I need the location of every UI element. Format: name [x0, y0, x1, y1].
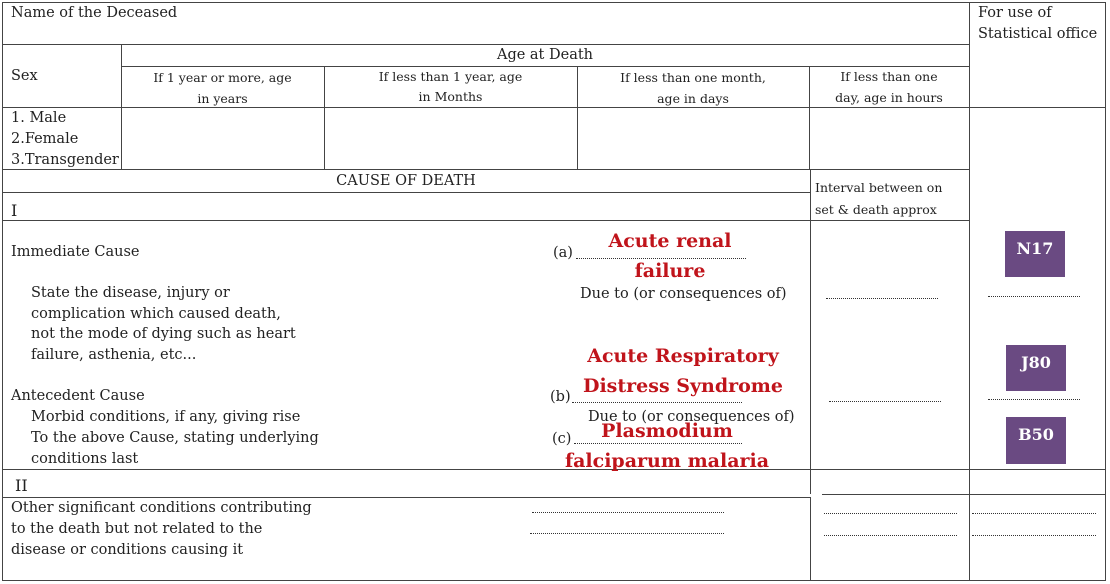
part1-marker: I [11, 201, 18, 220]
sex-option-female: 2.Female [11, 131, 79, 147]
age-at-death-title: Age at Death [496, 47, 594, 63]
antecedent-desc-line3: conditions last [31, 451, 139, 467]
age-col4-header-line2: day, age in hours [835, 90, 943, 105]
due-to-label-2: Due to (or consequences of) [588, 409, 795, 425]
other-interval-dotted-line-1[interactable] [824, 513, 957, 514]
due-to-label-1: Due to (or consequences of) [580, 286, 787, 302]
field-b-dotted-line[interactable] [572, 402, 742, 403]
icd-code-badge-b [1006, 345, 1066, 391]
sex-label: Sex [11, 68, 38, 84]
immediate-cause-label: Immediate Cause [11, 244, 140, 260]
border-left [2, 2, 3, 581]
entry-c-line1: Plasmodium [601, 420, 733, 442]
immediate-desc-line2: complication which caused death, [31, 306, 281, 322]
other-interval-dotted-line-2[interactable] [824, 535, 957, 536]
entry-b-line2: Distress Syndrome [582, 375, 783, 397]
age-col2-header-line2: in Months [418, 89, 483, 104]
age-col1-header-line2: in years [197, 91, 248, 106]
other-conditions-line2: to the death but not related to the [11, 521, 263, 537]
other-field-dotted-line-2[interactable] [530, 533, 724, 534]
icd-code-b: J80 [1021, 353, 1051, 372]
cause-title-bottom [2, 192, 810, 193]
immediate-desc-line1: State the disease, injury or [31, 285, 230, 301]
icd-code-c: B50 [1018, 425, 1054, 444]
other-conditions-line3: disease or conditions causing it [11, 542, 244, 558]
age-col3-header-line2: age in days [657, 91, 729, 106]
code-b-dotted-line[interactable] [988, 399, 1080, 400]
age-col3-header-line1: If less than one month, [620, 70, 766, 85]
interval-label-line1: Interval between on [815, 180, 943, 195]
entry-c-line2: falciparum malaria [564, 450, 770, 472]
entry-a-line1: Acute renal [608, 230, 732, 252]
border-bottom [2, 580, 1106, 581]
antecedent-cause-label: Antecedent Cause [11, 388, 145, 404]
immediate-desc-line4: failure, asthenia, etc... [31, 347, 197, 363]
other-code-dotted-line-2[interactable] [972, 535, 1096, 536]
antecedent-desc-line1: Morbid conditions, if any, giving rise [31, 409, 301, 425]
code-a-dotted-line[interactable] [988, 296, 1080, 297]
interval-a-dotted-line[interactable] [826, 298, 938, 299]
part2-right-top [822, 494, 1106, 495]
age-col2-header-line1: If less than 1 year, age [378, 69, 523, 84]
part1-section-bottom [2, 469, 1106, 470]
stat-office-label-line1: For use of [978, 5, 1052, 21]
sex-option-male: 1. Male [11, 110, 67, 126]
part1-row-bottom [2, 220, 969, 221]
name-of-deceased-label: Name of the Deceased [11, 5, 178, 21]
icd-code-badge-c [1006, 417, 1066, 464]
stat-office-label-line2: Statistical office [978, 26, 1098, 42]
interval-b-dotted-line[interactable] [829, 401, 941, 402]
interval-col-divider-lower [810, 497, 811, 581]
icd-code-a: N17 [1016, 239, 1054, 258]
icd-code-badge-a [1005, 231, 1065, 277]
interval-label-line2: set & death approx [815, 202, 937, 217]
part2-marker: II [15, 476, 28, 495]
entry-a-line2: failure [634, 260, 706, 282]
antecedent-desc-line2: To the above Cause, stating underlying [31, 430, 319, 446]
entry-b-line1: Acute Respiratory [587, 345, 779, 367]
cause-of-death-title: CAUSE OF DEATH [336, 173, 476, 189]
other-conditions-line1: Other significant conditions contributing [11, 500, 312, 516]
other-field-dotted-line-1[interactable] [532, 512, 724, 513]
immediate-desc-line3: not the mode of dying such as heart [31, 326, 296, 342]
sex-option-transgender: 3.Transgender [11, 152, 119, 168]
interval-col-divider [810, 169, 811, 494]
marker-c: (c) [552, 431, 572, 447]
age-col1-header-line1: If 1 year or more, age [153, 70, 292, 85]
marker-a: (a) [553, 245, 573, 261]
marker-b: (b) [550, 389, 571, 405]
age-col4-header-line1: If less than one [840, 69, 938, 84]
age-values-bottom [2, 169, 969, 170]
other-code-dotted-line-1[interactable] [972, 513, 1096, 514]
